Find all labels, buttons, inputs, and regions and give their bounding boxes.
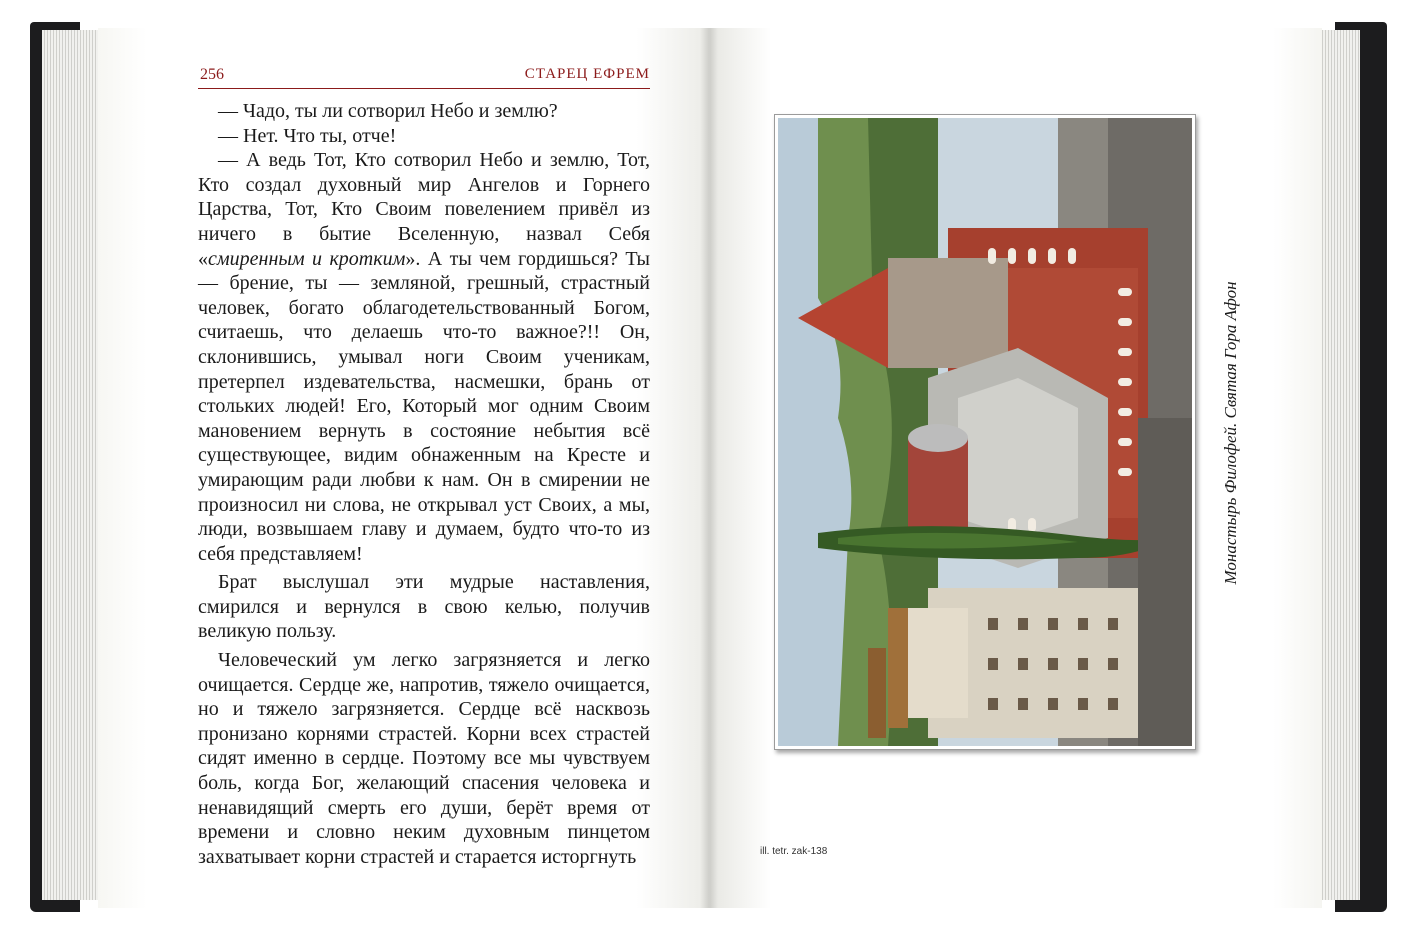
dialog-line-1: — Чадо, ты ли сотворил Небо и землю? [218,100,558,122]
photo-caption-text: Монастырь Филофей. Святая Гора Афон [1221,281,1240,585]
running-head [198,66,650,89]
paragraph-2: Брат выслушал эти мудрые наставления, смирился и вернулся в свою келью, получив великую пользу. [198,571,650,643]
dialog-line-2: — Нет. Что ты, отче! [218,124,397,147]
paragraph-1-part-b: ». А ты чем гордишься? Ты — брение, ты — земляной, грешный, страстный человек, богато облагодетельствованный Богом, считаешь, что делаешь что-то важное?!! Он, склонившись, умывал ноги Своим ученикам, претерпел издевательства, насмешки, брань от стольких людей! Его, Который мог одним Своим мановением вернуть в состояние небытия всё существующее, видим обнаженным на Кресте и умирающим ради любви к нам. Он в смирении не произносил ни слова, не открывал уст Своих, а мы, люди, возвышаем главу и думаем, будто что-то из себя представляем! [198,247,650,565]
paragraph-1 [198,148,650,566]
print-code: ill. tetr. zak-138 [760,846,828,857]
page-number: 256 [200,66,224,83]
running-head-title: СТАРЕЦ ЕФРЕМ [524,66,650,82]
paragraph-3: Человеческий ум легко загрязняется и легко очищается. Сердце же, напротив, тяжело очищается, но и тяжело загрязняется. Сердце всё насквозь пронизано корнями страстей. Корни всех страстей сидят именно в сердце. Поэтому все мы чувствуем боль, когда Бог, желающий спасения человека и ненавидящий смерть его души, берёт время от времени и словно неким духовным пинцетом захватывает корни страстей и старается исторгнуть [198,649,650,868]
monastery-photo-frame [774,114,1196,750]
page-edges-left [42,30,102,900]
paragraph-1-emphasis: смиренным и кротким [208,247,406,270]
book-gutter [700,28,718,908]
monastery-photo [778,118,1192,746]
paragraph-1-part-a: — А ведь Тот, Кто сотворил Небо и землю, Тот, Кто создал духовный мир Ангелов и Горнего Царства, Тот, Кто Своим повелением привёл из ничего в бытие Вселенную, назвал Себя « [198,149,650,270]
body-text [198,99,650,869]
photo-caption [1214,130,1248,736]
